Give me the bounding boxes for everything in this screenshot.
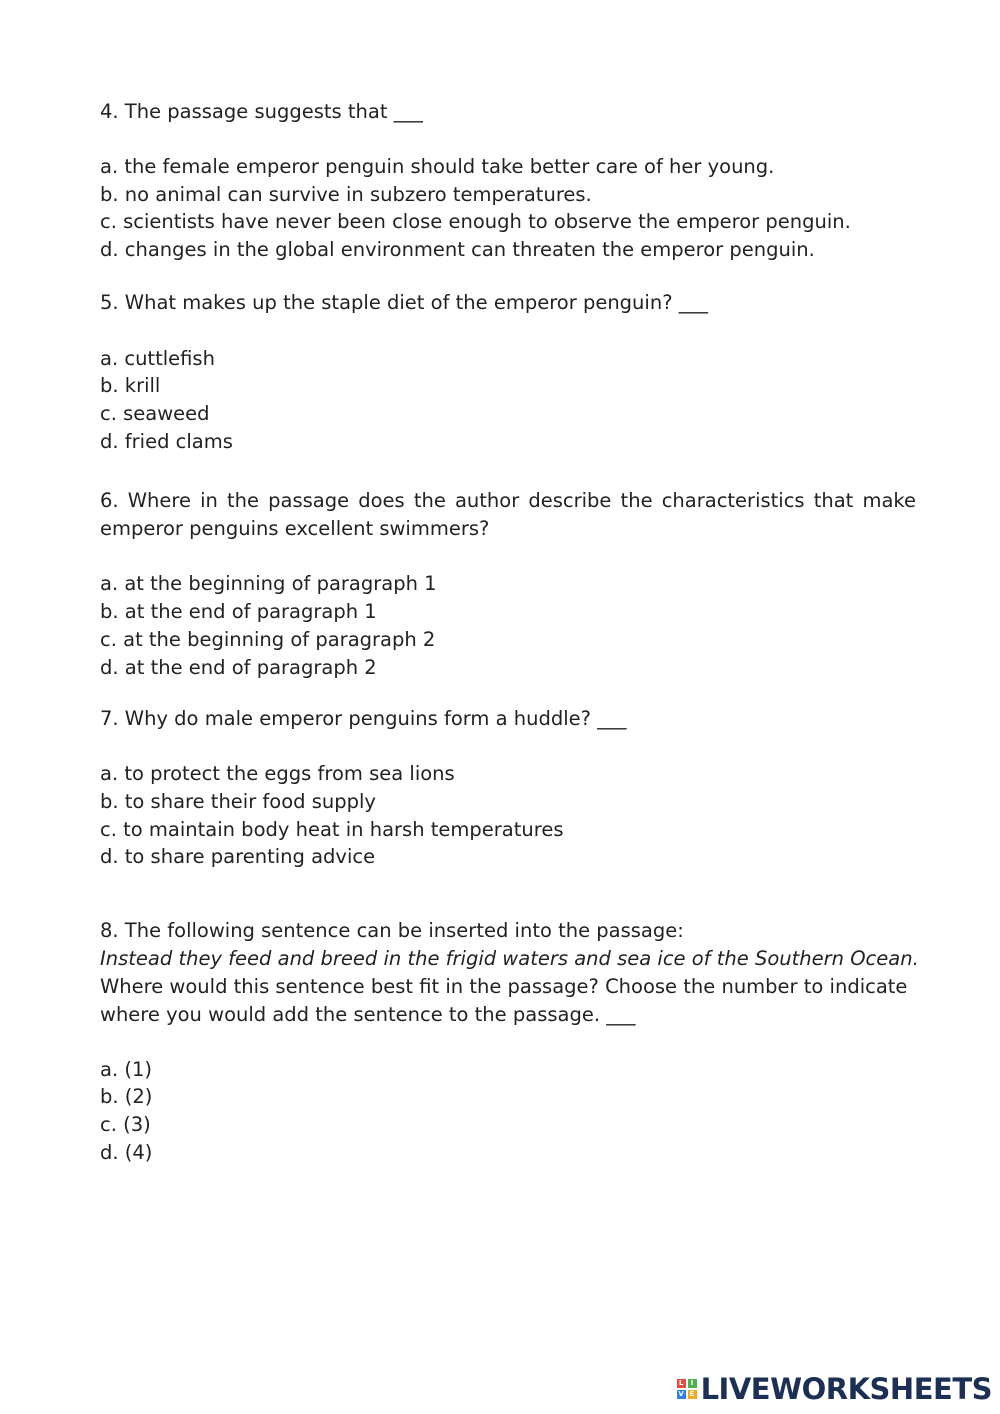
question-8-prompt-line-1: 8. The following sentence can be inserted into the passage: <box>100 919 684 942</box>
question-5-prompt: 5. What makes up the staple diet of the emperor penguin? ___ <box>100 291 708 314</box>
question-8-option-d: d. (4) <box>100 1141 153 1164</box>
question-8-quoted-sentence: Instead they feed and breed in the frigid waters and sea ice of the Southern Ocean. <box>100 947 919 970</box>
question-8-prompt-line-4: where you would add the sentence to the passage. ___ <box>100 1003 636 1026</box>
question-4-prompt: 4. The passage suggests that ___ <box>100 100 423 123</box>
question-6-prompt-line-1: 6. Where in the passage does the author describe the characteristics that make <box>100 489 916 512</box>
liveworksheets-logo-icon <box>677 1379 697 1399</box>
question-8-option-b: b. (2) <box>100 1085 153 1108</box>
question-7-prompt: 7. Why do male emperor penguins form a huddle? ___ <box>100 707 627 730</box>
question-8-option-a: a. (1) <box>100 1058 152 1081</box>
question-4-option-c: c. scientists have never been close enough to observe the emperor penguin. <box>100 210 851 233</box>
question-6-option-d: d. at the end of paragraph 2 <box>100 656 377 679</box>
question-7-option-d: d. to share parenting advice <box>100 845 376 868</box>
question-6-prompt-line-2: emperor penguins excellent swimmers? <box>100 517 490 540</box>
question-6-option-b: b. at the end of paragraph 1 <box>100 600 377 623</box>
question-8-option-c: c. (3) <box>100 1113 151 1136</box>
question-5-option-a: a. cuttlefish <box>100 347 215 370</box>
question-8-prompt-line-3: Where would this sentence best fit in the passage? Choose the number to indicate <box>100 975 908 998</box>
question-5-option-d: d. fried clams <box>100 430 233 453</box>
logo-letter-l: L <box>677 1379 686 1388</box>
question-5-option-b: b. krill <box>100 374 161 397</box>
question-6-option-c: c. at the beginning of paragraph 2 <box>100 628 436 651</box>
logo-letter-i: I <box>688 1379 697 1388</box>
liveworksheets-watermark <box>677 1372 992 1406</box>
question-4-option-a: a. the female emperor penguin should take better care of her young. <box>100 155 775 178</box>
question-7-option-a: a. to protect the eggs from sea lions <box>100 762 455 785</box>
question-4-option-b: b. no animal can survive in subzero temperatures. <box>100 183 592 206</box>
liveworksheets-wordmark: LIVEWORKSHEETS <box>700 1372 992 1406</box>
logo-letter-v: V <box>678 1390 684 1398</box>
question-4-option-d: d. changes in the global environment can threaten the emperor penguin. <box>100 238 815 261</box>
question-7-option-c: c. to maintain body heat in harsh temperatures <box>100 818 564 841</box>
question-6-option-a: a. at the beginning of paragraph 1 <box>100 572 437 595</box>
question-5-option-c: c. seaweed <box>100 402 210 425</box>
logo-letter-e: E <box>688 1390 697 1399</box>
question-7-option-b: b. to share their food supply <box>100 790 376 813</box>
